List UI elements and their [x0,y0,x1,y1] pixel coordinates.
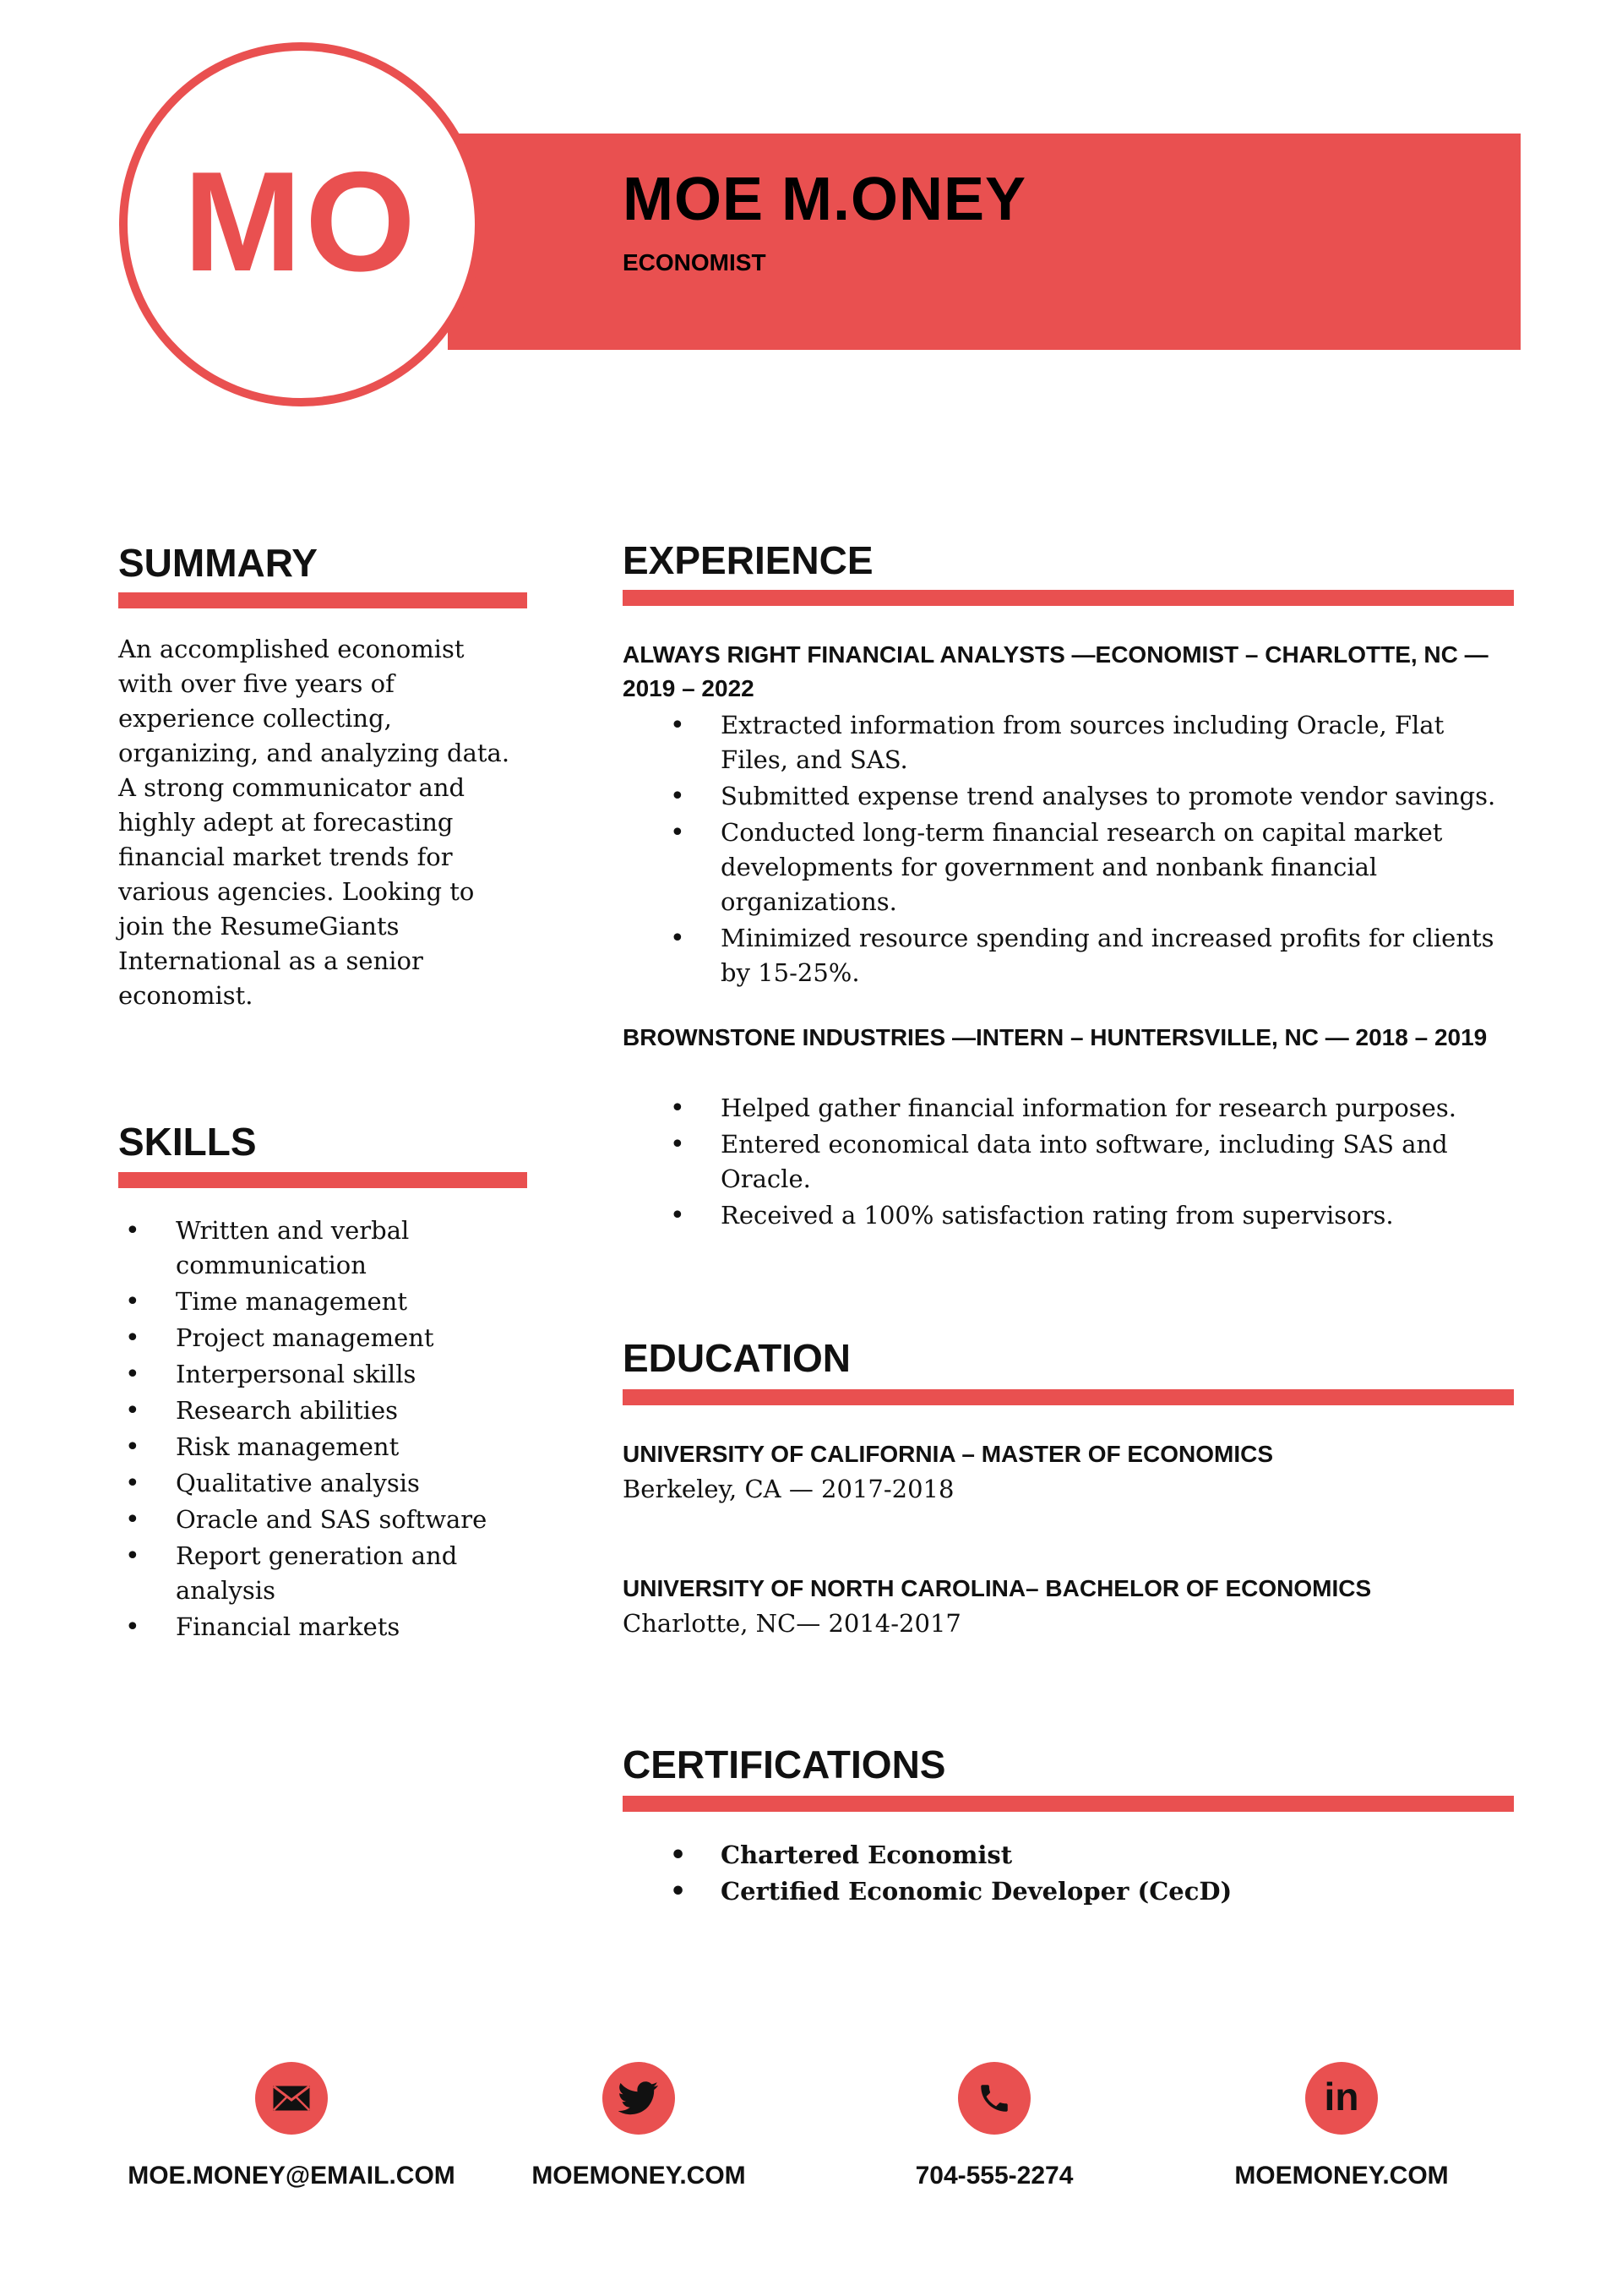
envelope-icon [255,2062,328,2135]
linkedin-icon: in [1305,2062,1378,2135]
monogram-circle [119,42,483,406]
skill-item: • Project management [118,1321,541,1355]
contact-email[interactable] [114,2062,469,2190]
education-rule [623,1389,1514,1405]
skill-item: • Time management [118,1284,541,1319]
job-bullet: • Extracted information from sources including Oracle, Flat Files, and SAS. [623,708,1518,777]
job-bullet: • Received a 100% satisfaction rating from supervisors. [623,1198,1518,1233]
education-heading: UNIVERSITY OF CALIFORNIA – MASTER OF ECONOMICS [623,1441,1274,1467]
experience-rule [623,590,1514,606]
job-bullets [623,1091,1518,1235]
summary-text: An accomplished economist with over five years of experience collecting, organizing, and analyzing data. A strong communicator and highly adept at forecasting financial market trends for various agencies. Looking to join the ResumeGiants International as a senior economist. [118,635,510,1010]
summary-title: SUMMARY [118,541,318,585]
summary-rule [118,592,527,608]
twitter-icon [602,2062,675,2135]
skill-item: • Written and verbal communication [118,1213,541,1283]
skill-item: • Risk management [118,1430,541,1464]
education-location: Berkeley, CA — 2017-2018 [623,1475,955,1503]
contact-phone-label[interactable]: 704-555-2274 [915,2162,1074,2190]
skill-item: • Report generation and analysis [118,1539,541,1608]
job-bullets [623,708,1518,992]
skill-item: • Qualitative analysis [118,1466,541,1501]
job-bullet: • Entered economical data into software, including SAS and Oracle. [623,1127,1518,1197]
skills-title: SKILLS [118,1120,257,1164]
contact-linkedin-label[interactable]: MOEMONEY.COM [1234,2162,1449,2190]
skill-item: • Interpersonal skills [118,1357,541,1392]
person-name: MOE M.ONEY [623,166,1027,233]
certifications-rule [623,1796,1514,1812]
skill-item: • Research abilities [118,1393,541,1428]
contact-linkedin[interactable] [1164,2062,1519,2190]
job-heading: BROWNSTONE INDUSTRIES —INTERN – HUNTERSVILLE, NC — 2018 – 2019 [623,1024,1488,1050]
phone-icon [958,2062,1031,2135]
certification-item: • Certified Economic Developer (CecD) [623,1874,1518,1909]
skills-list [118,1213,541,1646]
contact-twitter[interactable] [461,2062,816,2190]
monogram-initials: MO [183,142,419,301]
job-bullet: • Helped gather financial information for research purposes. [623,1091,1518,1126]
contact-twitter-label[interactable]: MOEMONEY.COM [531,2162,746,2190]
job-bullet: • Conducted long-term financial research on capital market developments for government and nonbank financial organizations. [623,815,1518,919]
skill-item: • Oracle and SAS software [118,1502,541,1537]
experience-title: EXPERIENCE [623,538,874,582]
contact-phone[interactable] [817,2062,1172,2190]
person-role: ECONOMIST [623,249,766,275]
job-heading: ALWAYS RIGHT FINANCIAL ANALYSTS —ECONOMIST – CHARLOTTE, NC — 2019 – 2022 [623,641,1489,701]
contact-email-label[interactable]: MOE.MONEY@EMAIL.COM [128,2162,455,2190]
education-location: Charlotte, NC— 2014-2017 [623,1609,961,1638]
certifications-title: CERTIFICATIONS [623,1742,946,1786]
job-bullet: • Submitted expense trend analyses to promote vendor savings. [623,779,1518,814]
skills-rule [118,1172,527,1188]
skill-item: • Financial markets [118,1610,541,1644]
job-bullet: • Minimized resource spending and increased profits for clients by 15-25%. [623,921,1518,990]
certification-item: • Chartered Economist [623,1838,1518,1873]
education-heading: UNIVERSITY OF NORTH CAROLINA– BACHELOR OF ECONOMICS [623,1575,1372,1601]
certifications-list [623,1838,1518,1911]
education-title: EDUCATION [623,1336,852,1380]
